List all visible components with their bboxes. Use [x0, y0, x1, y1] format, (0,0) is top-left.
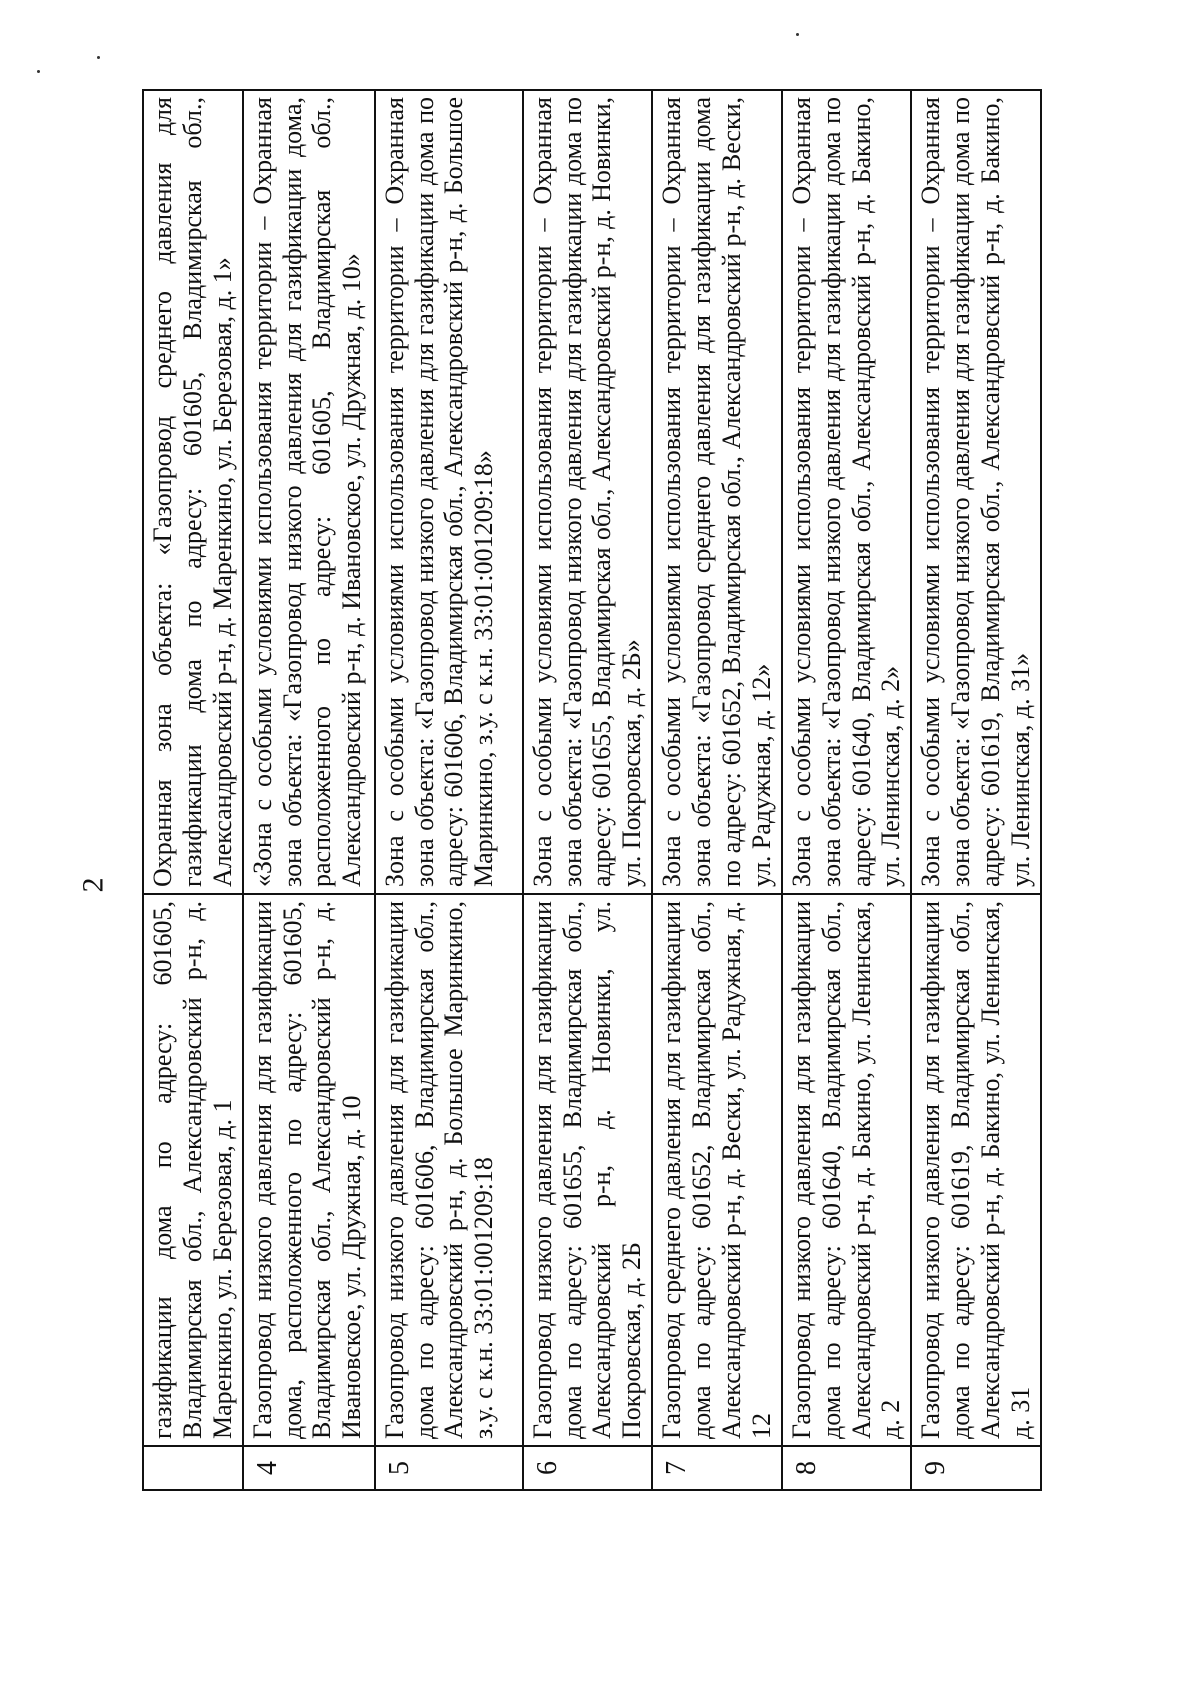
object-description: газификации дома по адресу: 601605, Владимирская обл., Александровский р-н, д. Маренкино, ул. Березовая, д. 1 — [143, 894, 243, 1446]
table-row — [243, 90, 375, 1490]
row-number: 5 — [375, 1446, 523, 1490]
row-number: 4 — [243, 1446, 375, 1490]
rotated-table-wrapper — [142, 91, 1042, 1491]
row-number: 9 — [911, 1446, 1041, 1490]
row-number: 6 — [523, 1446, 653, 1490]
object-description: Газопровод низкого давления для газификации дома по адресу: 601655, Владимирская обл., Александровский р-н, д. Новинки, ул. Покровская, д. 2Б — [523, 894, 653, 1446]
zone-description: Зона с особыми условиями использования территории – Охранная зона объекта: «Газопровод низкого давления для газификации дома по адресу: 601640, Владимирская обл., Александровский р-н, д. Бакино, ул. Ленинская, д. 2» — [782, 90, 912, 894]
scan-speck — [796, 33, 799, 36]
zone-description: Охранная зона объекта: «Газопровод среднего давления для газификации дома по адресу: 601605, Владимирская обл., Александровский р-н, д. Маренкино, ул. Березовая, д. 1» — [143, 90, 243, 894]
page-number: 2 — [76, 877, 110, 893]
row-number: 8 — [782, 1446, 912, 1490]
table-row — [143, 90, 243, 1490]
gas-pipeline-zones-table — [142, 89, 1042, 1491]
zone-description: Зона с особыми условиями использования территории – Охранная зона объекта: «Газопровод низкого давления для газификации дома по адресу: 601606, Владимирская обл., Александровский р-н, д. Большое Маринкино, з.у. с к.н. 33:01:001209:18» — [375, 90, 523, 894]
row-number — [143, 1446, 243, 1490]
table-row — [375, 90, 523, 1490]
table-row — [782, 90, 912, 1490]
zone-description: Зона с особыми условиями использования территории – Охранная зона объекта: «Газопровод среднего давления для газификации дома по адресу: 601652, Владимирская обл., Александровский р-н, д. Вески, ул. Радужная, д. 12» — [652, 90, 782, 894]
object-description: Газопровод низкого давления для газификации дома по адресу: 601619, Владимирская обл., Александровский р-н, д. Бакино, ул. Ленинская, д. 31 — [911, 894, 1041, 1446]
row-number: 7 — [652, 1446, 782, 1490]
object-description: Газопровод низкого давления для газификации дома по адресу: 601606, Владимирская обл., Александровский р-н, д. Большое Маринкино, з.у. с к.н. 33:01:001209:18 — [375, 894, 523, 1446]
zone-description: Зона с особыми условиями использования территории – Охранная зона объекта: «Газопровод низкого давления для газификации дома по адресу: 601655, Владимирская обл., Александровский р-н, д. Новинки, ул. Покровская, д. 2Б» — [523, 90, 653, 894]
zone-description: Зона с особыми условиями использования территории – Охранная зона объекта: «Газопровод низкого давления для газификации дома по адресу: 601619, Владимирская обл., Александровский р-н, д. Бакино, ул. Ленинская, д. 31» — [911, 90, 1041, 894]
scan-speck — [97, 56, 100, 59]
table-row — [911, 90, 1041, 1490]
object-description: Газопровод низкого давления для газификации дома по адресу: 601640, Владимирская обл., Александровский р-н, д. Бакино, ул. Ленинская, д. 2 — [782, 894, 912, 1446]
table-row — [523, 90, 653, 1490]
object-description: Газопровод низкого давления для газификации дома, расположенного по адресу: 601605, Владимирская обл., Александровский р-н, д. Ивановское, ул. Дружная, д. 10 — [243, 894, 375, 1446]
scan-speck — [37, 70, 40, 73]
zone-description: «Зона с особыми условиями использования территории – Охранная зона объекта: «Газопровод низкого давления для газификации дома, расположенного по адресу: 601605, Владимирская обл., Александровский р-н, д. Ивановское, ул. Дружная, д. 10» — [243, 90, 375, 894]
table-row — [652, 90, 782, 1490]
object-description: Газопровод среднего давления для газификации дома по адресу: 601652, Владимирская обл., Александровский р-н, д. Вески, ул. Радужная, д. 12 — [652, 894, 782, 1446]
